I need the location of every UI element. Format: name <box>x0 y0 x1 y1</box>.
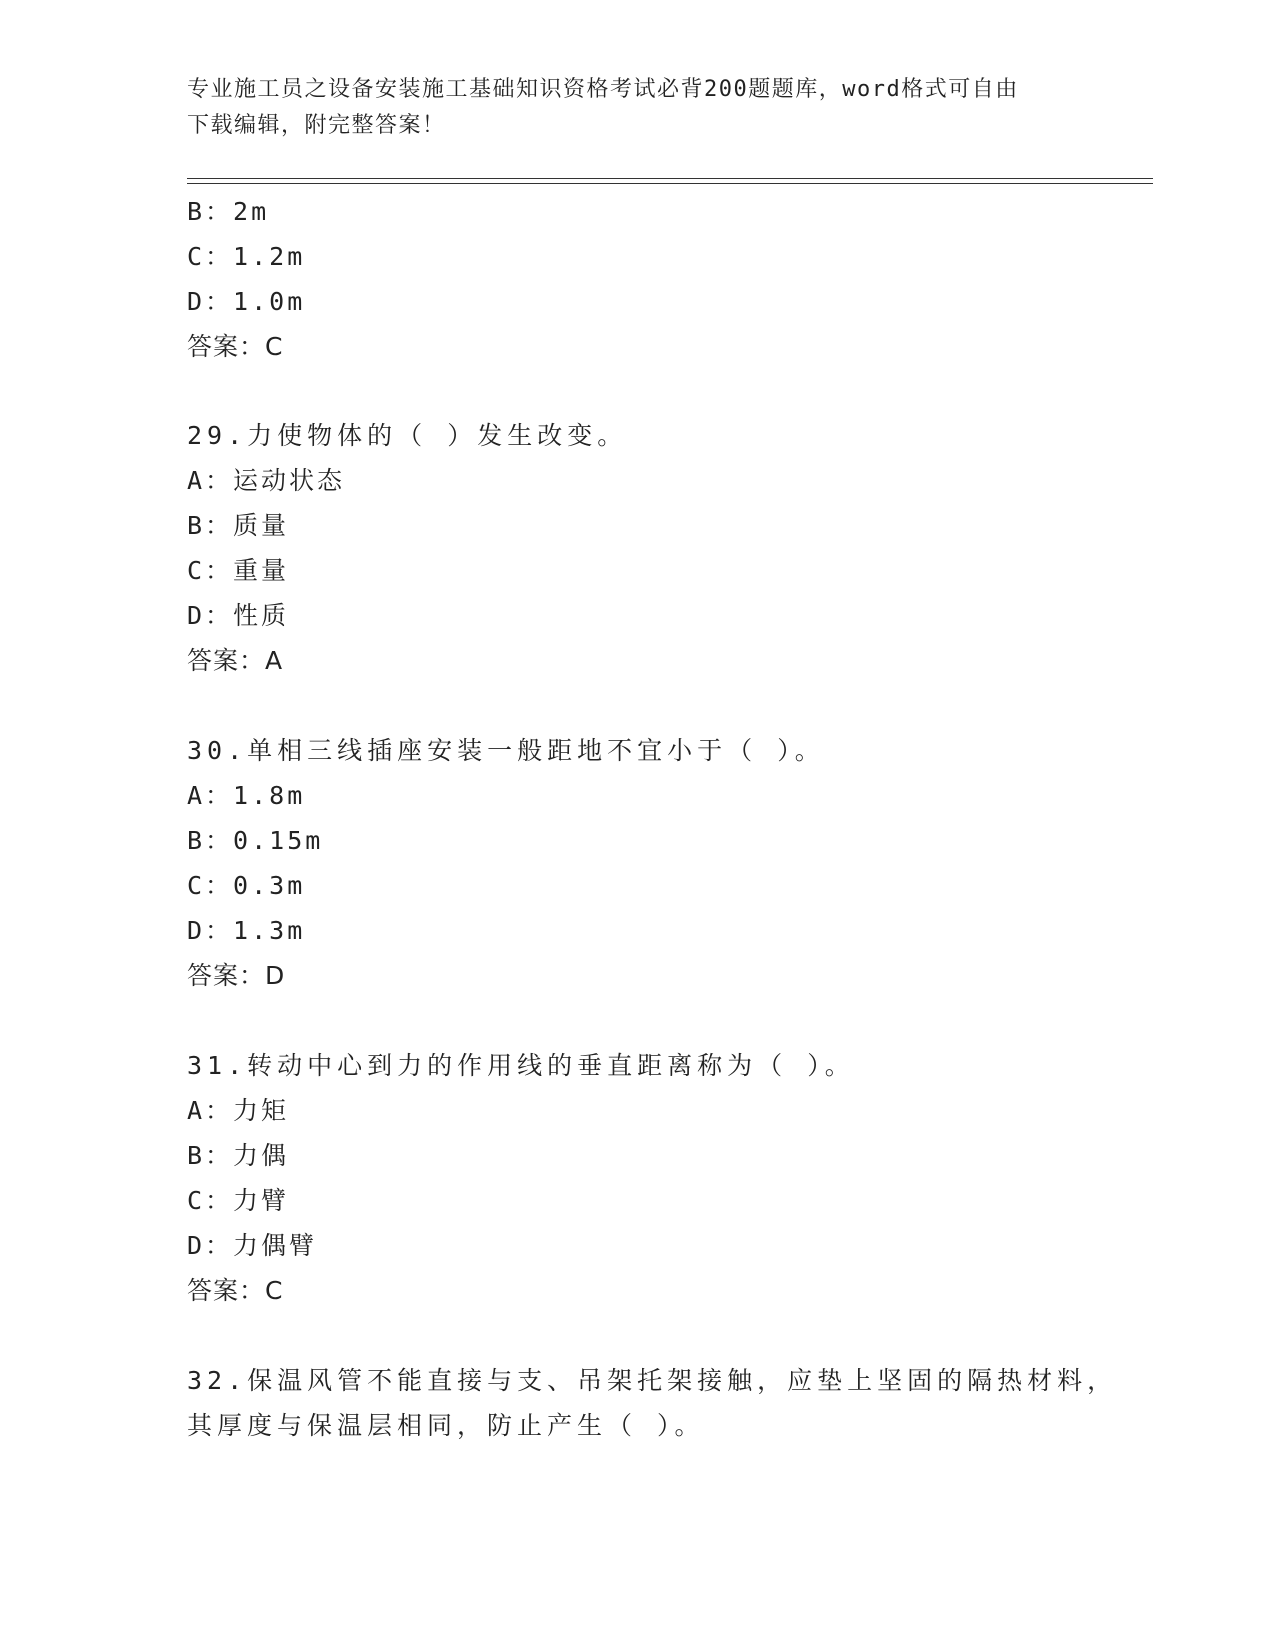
question-29-option-a: A：运动状态 <box>187 466 346 495</box>
question-31-text: 31.转动中心到力的作用线的垂直距离称为（ ）。 <box>187 1051 855 1080</box>
question-29-text: 29.力使物体的（ ）发生改变。 <box>187 421 628 450</box>
header-divider-top <box>187 178 1153 179</box>
question-30-option-b: B：0.15m <box>187 826 324 855</box>
question-31-option-b: B：力偶 <box>187 1141 290 1170</box>
answer-line: 答案：C <box>187 332 284 361</box>
question-30-option-d: D：1.3m <box>187 916 306 945</box>
question-31-option-d: D：力偶臂 <box>187 1231 318 1260</box>
question-32-text-line-1: 32.保温风管不能直接与支、吊架托架接触，应垫上坚固的隔热材料， <box>187 1366 1118 1395</box>
question-29-answer: 答案：A <box>187 646 284 675</box>
question-31-option-a: A：力矩 <box>187 1096 290 1125</box>
question-31-option-c: C：力臂 <box>187 1186 290 1215</box>
question-29-option-b: B：质量 <box>187 511 290 540</box>
header-title-line-1: 专业施工员之设备安装施工基础知识资格考试必背200题题库，word格式可自由 <box>187 77 1019 102</box>
option-d: D：1.0m <box>187 287 306 316</box>
question-32-text-line-2: 其厚度与保温层相同，防止产生（ ）。 <box>187 1411 705 1440</box>
question-29-option-d: D：性质 <box>187 601 290 630</box>
question-30-answer: 答案：D <box>187 961 286 990</box>
option-b: B：2m <box>187 197 270 226</box>
question-31-answer: 答案：C <box>187 1276 284 1305</box>
question-30-option-a: A：1.8m <box>187 781 306 810</box>
document-header <box>187 72 1087 144</box>
question-30-option-c: C：0.3m <box>187 871 306 900</box>
option-c: C：1.2m <box>187 242 306 271</box>
question-29-option-c: C：重量 <box>187 556 290 585</box>
question-30-text: 30.单相三线插座安装一般距地不宜小于（ ）。 <box>187 736 825 765</box>
header-divider-bottom <box>187 183 1153 184</box>
header-title-line-2: 下载编辑，附完整答案！ <box>187 113 446 138</box>
